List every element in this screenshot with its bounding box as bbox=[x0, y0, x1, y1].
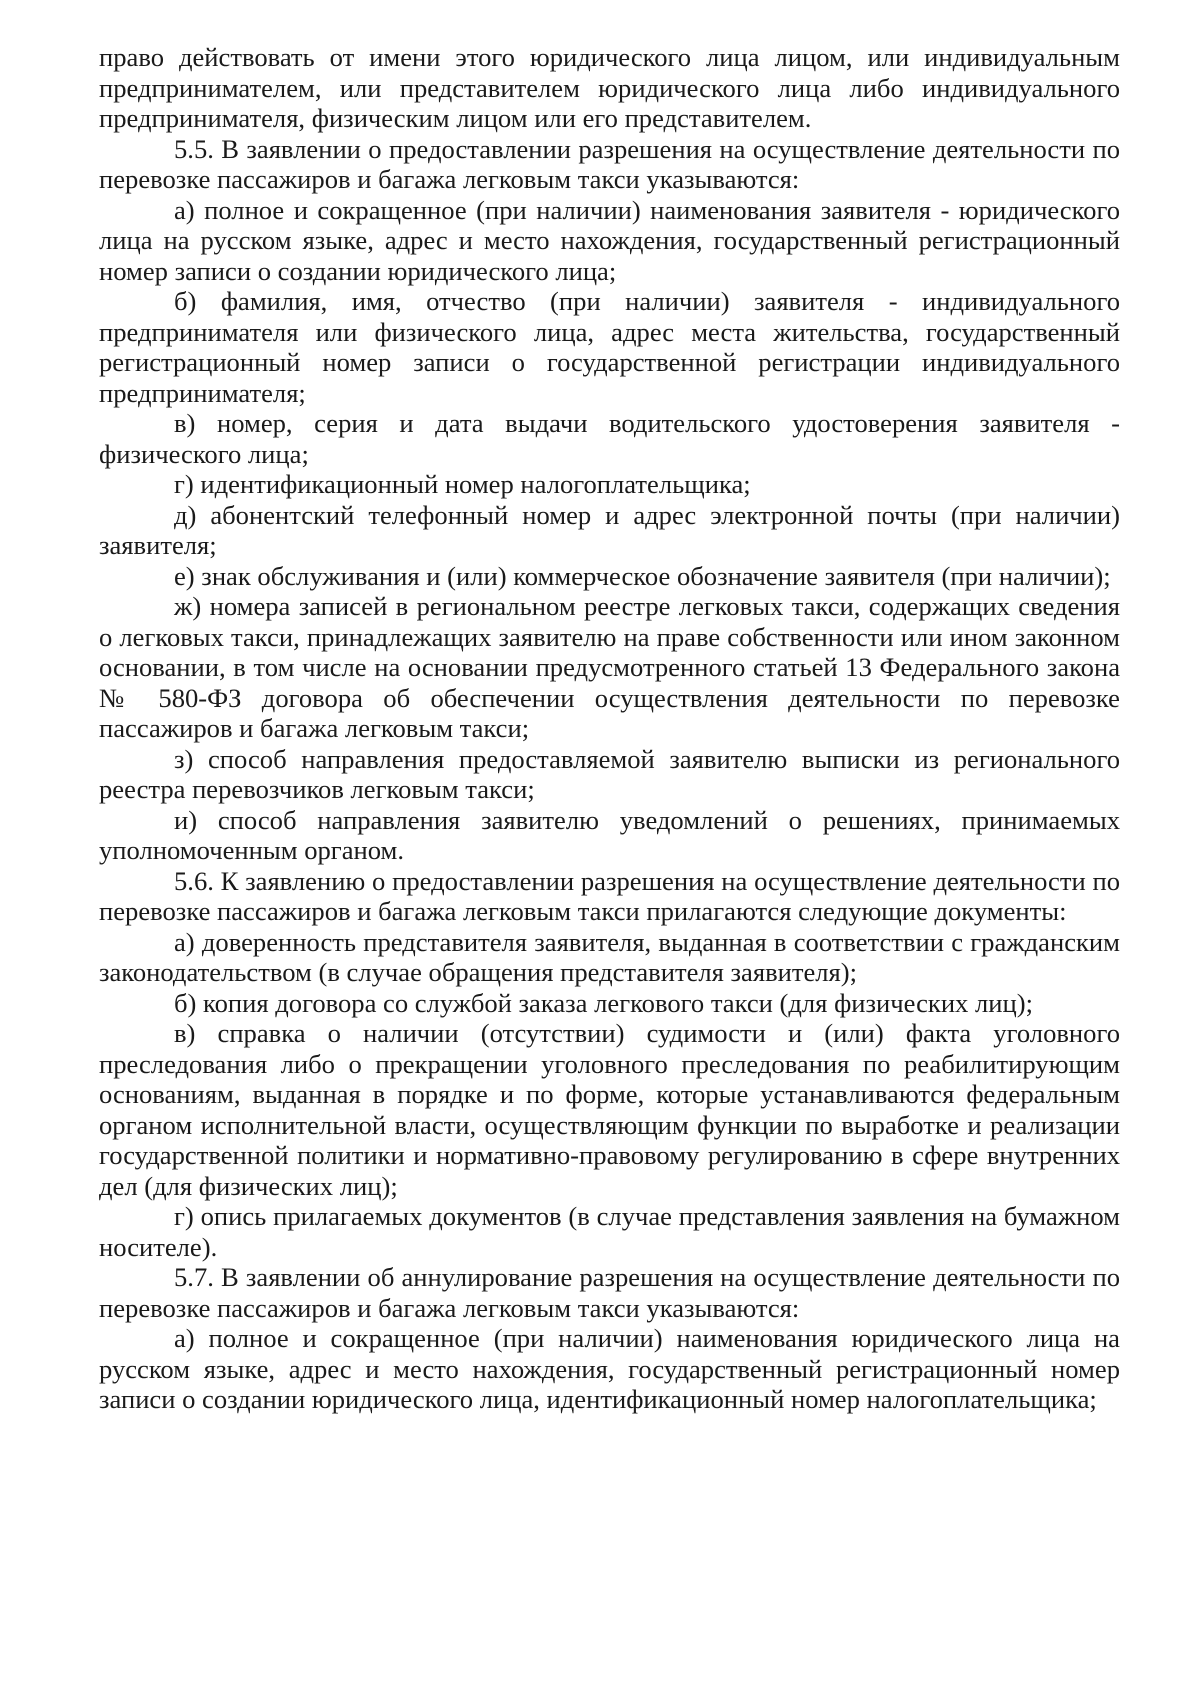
paragraph-5-5-i: и) способ направления заявителю уведомлений о решениях, принимаемых уполномоченным органом. bbox=[99, 804, 1120, 865]
paragraph-5-5: 5.5. В заявлении о предоставлении разрешения на осуществление деятельности по перевозке пассажиров и багажа легковым такси указываются: bbox=[99, 133, 1120, 194]
paragraph-5-5-b: б) фамилия, имя, отчество (при наличии) заявителя - индивидуального предпринимателя или физического лица, адрес места жительства, государственный регистрационный номер записи о государственной регистрации индивидуального предпринимателя; bbox=[99, 286, 1120, 408]
document-body bbox=[99, 42, 1120, 1415]
paragraph-5-6-v: в) справка о наличии (отсутствии) судимости и (или) факта уголовного преследования либо о прекращении уголовного преследования по реабилитирующим основаниям, выданная в порядке и по форме, которые устанавливаются федеральным органом исполнительной власти, осуществляющим функции по выработке и реализации государственной политики и нормативно-правовому регулированию в сфере внутренних дел (для физических лиц); bbox=[99, 1018, 1120, 1201]
paragraph-5-5-a: а) полное и сокращенное (при наличии) наименования заявителя - юридического лица на русском языке, адрес и место нахождения, государственный регистрационный номер записи о создании юридического лица; bbox=[99, 194, 1120, 286]
paragraph-5-5-v: в) номер, серия и дата выдачи водительского удостоверения заявителя - физического лица; bbox=[99, 408, 1120, 469]
paragraph-5-5-e: е) знак обслуживания и (или) коммерческое обозначение заявителя (при наличии); bbox=[174, 560, 1111, 591]
paragraph-5-5-d: д) абонентский телефонный номер и адрес электронной почты (при наличии) заявителя; bbox=[99, 499, 1120, 560]
paragraph-continuation: право действовать от имени этого юридического лица лицом, или индивидуальным предпринимателем, или представителем юридического лица либо индивидуального предпринимателя, физическим лицом или его представителем. bbox=[99, 42, 1120, 133]
paragraph-5-7-a: а) полное и сокращенное (при наличии) наименования юридического лица на русском языке, адрес и место нахождения, государственный регистрационный номер записи о создании юридического лица, идентификационный номер налогоплательщика; bbox=[99, 1323, 1120, 1414]
paragraph-5-6-g: г) опись прилагаемых документов (в случае представления заявления на бумажном носителе). bbox=[99, 1201, 1120, 1262]
paragraph-5-5-g: г) идентификационный номер налогоплательщика; bbox=[174, 469, 751, 499]
paragraph-5-7: 5.7. В заявлении об аннулирование разрешения на осуществление деятельности по перевозке пассажиров и багажа легковым такси указываются: bbox=[99, 1262, 1120, 1323]
paragraph-5-6-b: б) копия договора со службой заказа легкового такси (для физических лиц); bbox=[174, 987, 1033, 1018]
paragraph-5-5-z: з) способ направления предоставляемой заявителю выписки из регионального реестра перевозчиков легковым такси; bbox=[99, 743, 1120, 804]
paragraph-5-6: 5.6. К заявлению о предоставлении разрешения на осуществление деятельности по перевозке пассажиров и багажа легковым такси прилагаются следующие документы: bbox=[99, 865, 1120, 926]
paragraph-5-5-zh: ж) номера записей в региональном реестре легковых такси, содержащих сведения о легковых такси, принадлежащих заявителю на праве собственности или ином законном основании, в том числе на основании предусмотренного статьей 13 Федерального закона № 580-ФЗ договора об обеспечении осуществления деятельности по перевозке пассажиров и багажа легковым такси; bbox=[99, 591, 1120, 743]
paragraph-5-6-a: а) доверенность представителя заявителя, выданная в соответствии с гражданским законодательством (в случае обращения представителя заявителя); bbox=[99, 926, 1120, 987]
